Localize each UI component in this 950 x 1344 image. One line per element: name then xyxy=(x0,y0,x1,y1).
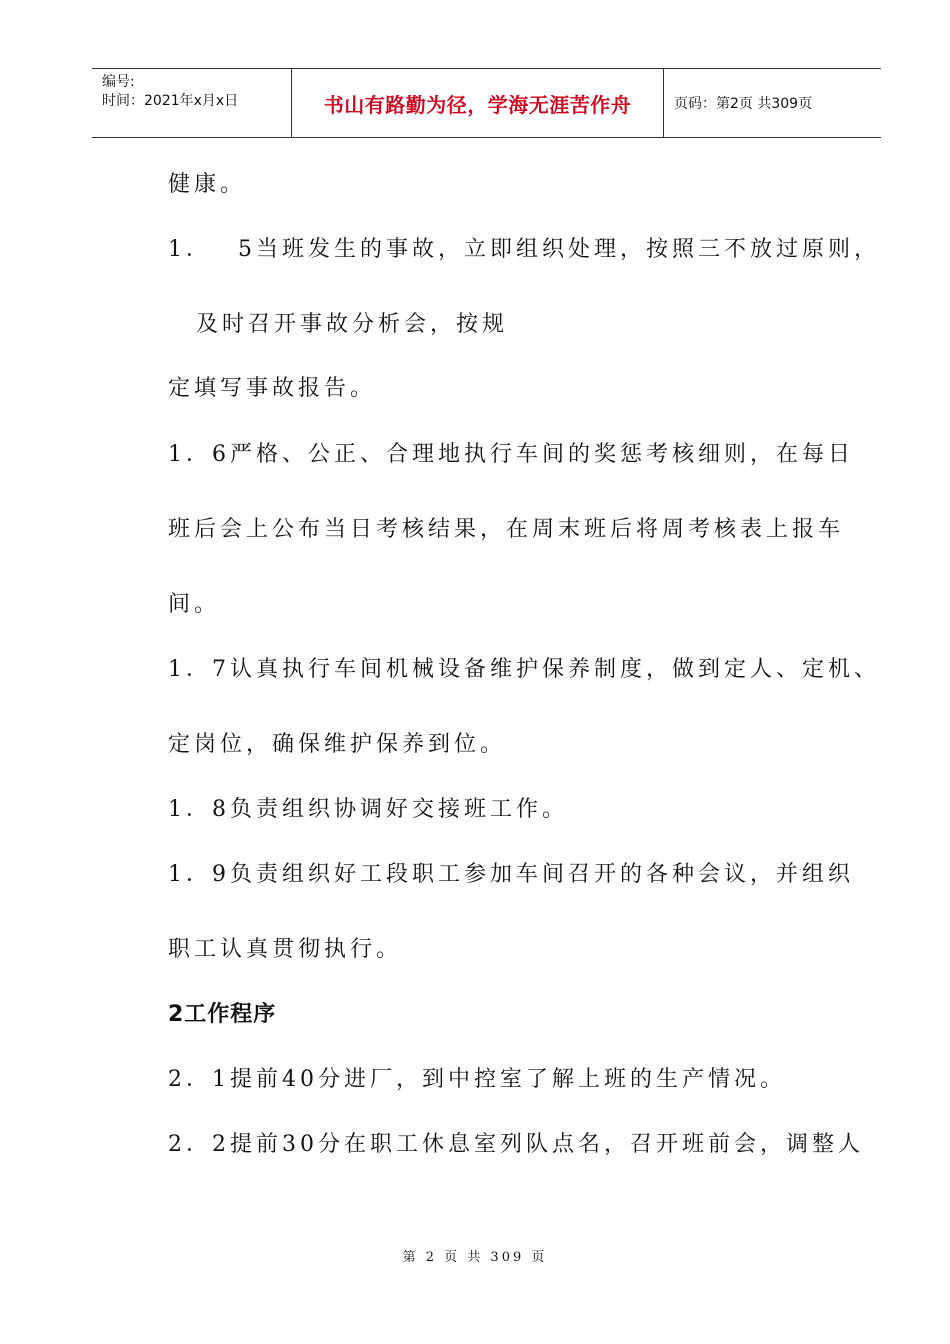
body-line: 职工认真贯彻执行。 xyxy=(168,937,403,962)
body-line: 2．2提前30分在职工休息室列队点名，召开班前会，调整人 xyxy=(168,1132,864,1157)
section-heading: 2工作程序 xyxy=(168,1002,277,1027)
body-line: 1．7认真执行车间机械设备维护保养制度，做到定人、定机、 xyxy=(168,657,880,682)
body-line: 1． 5当班发生的事故，立即组织处理，按照三不放过原则， xyxy=(168,237,880,262)
time-label: 时间：2021年x月x日 xyxy=(102,93,239,109)
header-page-info: 页码：第2页 共309页 xyxy=(674,96,813,112)
document-header xyxy=(92,68,881,138)
body-line: 班后会上公布当日考核结果，在周末班后将周考核表上报车 xyxy=(168,517,845,542)
number-label: 编号: xyxy=(102,74,135,90)
body-line: 健康。 xyxy=(168,172,247,197)
body-line: 定填写事故报告。 xyxy=(168,376,377,401)
body-line: 1．6严格、公正、合理地执行车间的奖惩考核细则，在每日 xyxy=(168,442,854,467)
header-motto: 书山有路勤为径，学海无涯苦作舟 xyxy=(292,69,664,137)
header-meta xyxy=(92,69,292,137)
body-line: 定岗位，确保维护保养到位。 xyxy=(168,732,507,757)
body-line: 1．9负责组织好工段职工参加车间召开的各种会议，并组织 xyxy=(168,862,854,887)
body-line: 间。 xyxy=(168,592,221,617)
page-footer: 第 2 页 共 309 页 xyxy=(402,1250,548,1265)
body-line: 及时召开事故分析会，按规 xyxy=(196,312,509,337)
body-line: 2．1提前40分进厂，到中控室了解上班的生产情况。 xyxy=(168,1067,786,1092)
body-line: 1．8负责组织协调好交接班工作。 xyxy=(168,797,568,822)
